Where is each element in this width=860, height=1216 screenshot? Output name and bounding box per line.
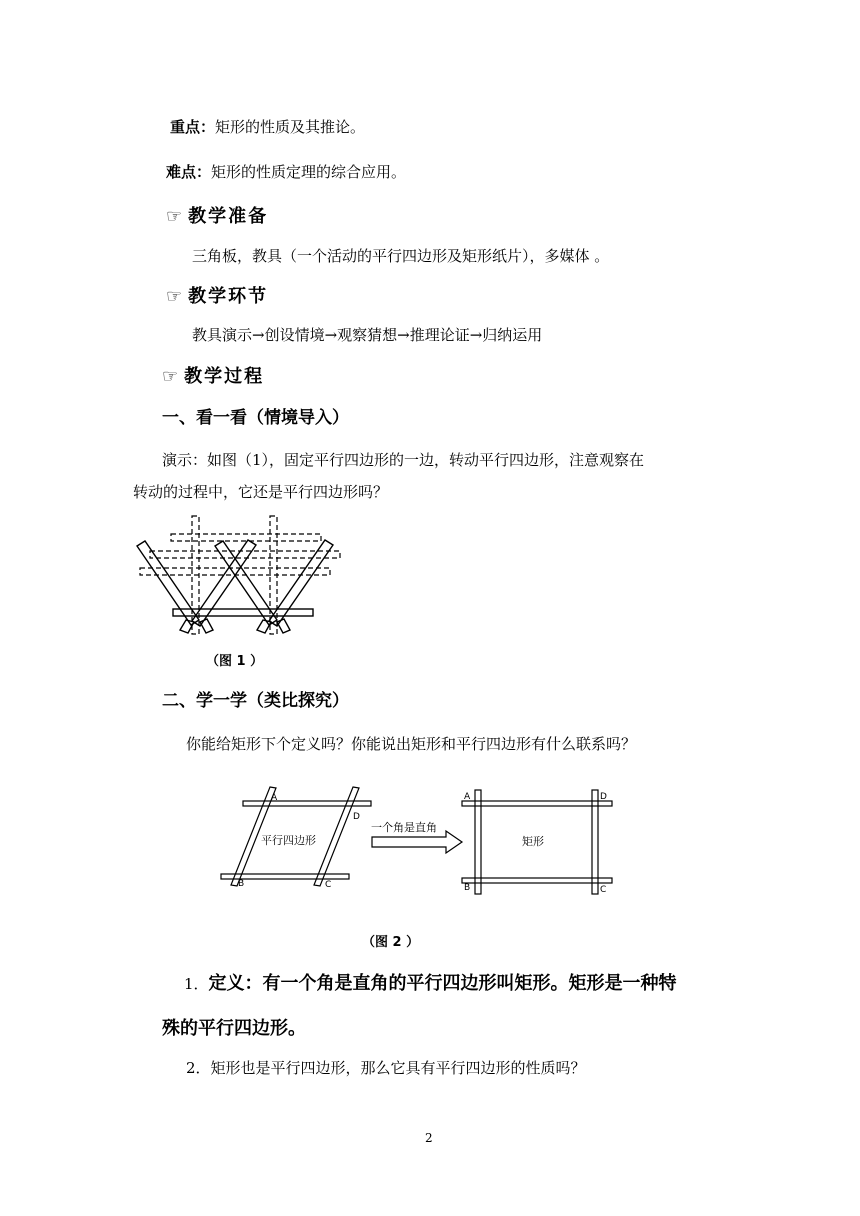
rect-vertex-a-label: A [464,792,471,802]
rect-vertex-c-label: C [600,885,607,895]
vertex-c-label: C [325,880,332,890]
difficulty-label: 难点： [166,163,212,181]
section2-heading: 二、学一学（类比探究） [162,691,349,711]
definition-text-1: 定义：有一个角是直角的平行四边形叫矩形。矩形是一种特 [208,973,677,994]
rect-vertex-b-label: B [464,883,471,893]
fig1-caption: （图 1 ） [206,654,264,669]
definition-number: 1． [184,975,209,993]
pointing-hand-icon: ☞ [162,366,181,387]
arrow-label: 一个角是直角 [371,821,437,834]
prep-heading: 教学准备 [188,206,269,227]
vertex-d-label: D [353,812,360,822]
question-text: 你能给矩形下个定义吗？你能说出矩形和平行四边形有什么联系吗？ [186,735,637,753]
stage-heading: 教学环节 [188,286,269,307]
vertex-b-label: B [238,879,245,889]
difficulty-text: 矩形的性质定理的综合应用。 [211,163,407,181]
pointing-hand-icon: ☞ [166,206,185,227]
page-number: 2 [425,1131,433,1145]
demo-line2: 转动的过程中，它还是平行四边形吗？ [133,483,389,501]
rectangle-label: 矩形 [522,835,544,848]
rect-vertex-d-label: D [600,792,607,802]
prep-text: 三角板，教具（一个活动的平行四边形及矩形纸片），多媒体 。 [192,247,610,265]
item2-text: 2．矩形也是平行四边形，那么它具有平行四边形的性质吗？ [186,1059,586,1077]
pointing-hand-icon: ☞ [166,286,185,307]
key-point-label: 重点： [170,118,216,136]
section1-heading: 一、看一看（情境导入） [162,408,349,428]
key-point-text: 矩形的性质及其推论。 [215,118,366,136]
stage-text: 教具演示→创设情境→观察猜想→推理论证→归纳运用 [192,326,543,344]
parallelogram-label: 平行四边形 [261,834,316,847]
demo-line1: 演示：如图（1），固定平行四边形的一边，转动平行四边形，注意观察在 [162,451,645,469]
vertex-a-label: A [271,793,278,803]
definition-line2: 殊的平行四边形。 [162,1018,306,1039]
process-heading: 教学过程 [184,366,265,387]
definition-line1 [184,972,677,996]
fig2-caption: （图 2 ） [362,935,420,950]
